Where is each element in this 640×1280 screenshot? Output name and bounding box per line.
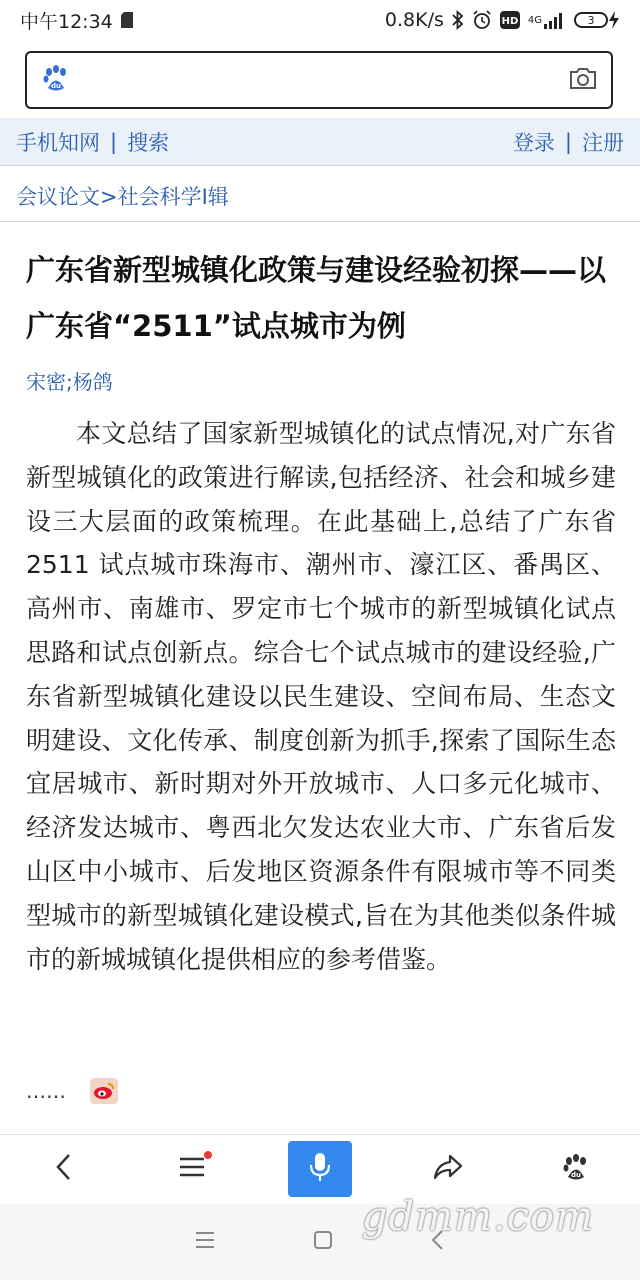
svg-text:du: du (51, 82, 61, 90)
breadcrumb (0, 170, 640, 222)
recent-apps-icon[interactable] (194, 1231, 216, 1253)
svg-text:HD: HD (501, 16, 519, 27)
voice-search-button[interactable] (288, 1141, 352, 1197)
nav-left (16, 127, 169, 157)
baidu-paw-icon (561, 1152, 591, 1186)
network-speed: 0.8K/s (384, 9, 444, 31)
browser-toolbar (0, 1134, 640, 1203)
status-bar (0, 0, 640, 40)
article-abstract: 本文总结了国家新型城镇化的试点情况,对广东省新型城镇化的政策进行解读,包括经济、社会和城乡建设三大层面的政策梳理。在此基础上,总结了广东省 2511 试点城市珠海市、潮州市、濠江区、番禺区、高州市、南雄市、罗定市七个城市的新型城镇化试点思路和试点创新点。综合七个试点城市的建设经验,广东省新型城镇化建设以民生建设、空间布局、生态文明建设、文化传承、制度创新为抓手,探索了国际生态宜居城市、新时期对外开放城市、人口多元化城市、经济发达城市、粤西北欠发达农业大市、广东省后发山区中小城市、后发地区资源条件有限城市等不同类型城市的新型城镇化建设模式,旨在为其他类似条件城市的新城城镇化提供相应的参考借鉴。 (26, 419, 616, 974)
battery-level: 3 (574, 12, 608, 28)
breadcrumb-link[interactable]: 会议论文>社会科学Ⅰ辑 (16, 184, 229, 209)
search-bar[interactable] (25, 51, 613, 109)
alarm-icon (472, 10, 492, 30)
menu-icon (178, 1156, 206, 1182)
ellipsis-more: …… (26, 1079, 66, 1103)
nav-link-search[interactable]: 搜索 (127, 130, 170, 155)
nav-link-home[interactable]: 手机知网 (16, 130, 100, 155)
back-icon (54, 1152, 74, 1186)
site-nav (0, 118, 640, 166)
microphone-icon (308, 1152, 332, 1186)
sim-card-icon (121, 12, 133, 28)
back-button[interactable] (32, 1141, 96, 1197)
hd-icon (500, 11, 520, 29)
nav-link-login[interactable]: 登录 (512, 130, 555, 155)
more-row (26, 1078, 118, 1104)
nav-link-register[interactable]: 注册 (582, 130, 624, 155)
signal-icon (528, 11, 566, 29)
nav-separator: | (110, 129, 118, 154)
weibo-share-icon[interactable] (90, 1078, 118, 1104)
battery-icon (574, 11, 620, 29)
nav-right (513, 127, 624, 157)
home-icon[interactable] (312, 1229, 334, 1255)
nav-separator: | (564, 129, 572, 154)
share-button[interactable] (416, 1141, 480, 1197)
search-input[interactable] (83, 67, 557, 93)
camera-icon[interactable] (569, 66, 597, 94)
watermark: gdmm.com (361, 1194, 594, 1240)
status-left (20, 7, 133, 34)
article-authors[interactable]: 宋密;杨鸽 (26, 370, 113, 394)
signal-label: 4G (527, 14, 542, 26)
notification-dot (204, 1151, 212, 1159)
bluetooth-icon (452, 10, 464, 30)
baidu-logo-icon (41, 63, 71, 97)
baidu-home-button[interactable] (544, 1141, 608, 1197)
status-right (385, 9, 620, 31)
share-icon (432, 1153, 464, 1185)
article-title: 广东省新型城镇化政策与建设经验初探——以广东省“2511”试点城市为例 (26, 253, 607, 343)
svg-text:du: du (571, 1171, 581, 1179)
status-time: 中午12:34 (20, 10, 113, 33)
menu-button[interactable] (160, 1141, 224, 1197)
